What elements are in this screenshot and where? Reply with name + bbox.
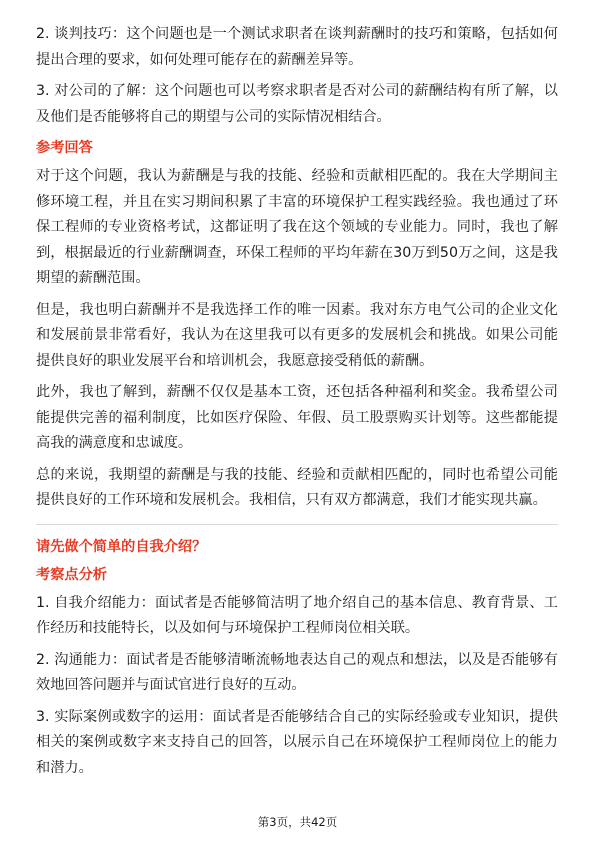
answer-paragraph: 此外，我也了解到，薪酬不仅仅是基本工资，还包括各种福利和奖金。我希望公司能提供完善的福利制度，比如医疗保险、年假、员工股票购买计划等。这些都能提高我的满意度和忠诚度。: [36, 384, 558, 451]
reference-answer-heading: 参考回答: [36, 140, 93, 156]
answer-paragraph: 但是，我也明白薪酬并不是我选择工作的唯一因素。我对东方电气公司的企业文化和发展前景非常看好，我认为在这里我可以有更多的发展机会和挑战。如果公司能提供良好的职业发展平台和培训机会，我愿意接受稍低的薪酬。: [36, 301, 558, 369]
paragraph-company-knowledge: 3. 对公司的了解：这个问题也可以考察求职者是否对公司的薪酬结构有所了解，以及他们是否能够将自己的期望与公司的实际情况相结合。: [36, 83, 558, 125]
section-divider: [36, 524, 558, 525]
answer-paragraph: 对于这个问题，我认为薪酬是与我的技能、经验和贡献相匹配的。我在大学期间主修环境工程，并且在实习期间积累了丰富的环境保护工程实践经验。我也通过了环保工程师的专业资格考试，这都证明了我在这个领域的专业能力。同时，我也了解到，根据最近的行业薪酬调查，环保工程师的平均年薪在30万到50万之间，这是我期望的薪酬范围。: [36, 168, 558, 286]
paragraph-negotiation-skill: 2. 谈判技巧：这个问题也是一个测试求职者在谈判薪酬时的技巧和策略，包括如何提出合理的要求，如何处理可能存在的薪酬差异等。: [36, 26, 558, 68]
analysis-paragraph: 3. 实际案例或数字的运用：面试者是否能够结合自己的实际经验或专业知识，提供相关的案例或数字来支持自己的回答，以展示自己在环境保护工程师岗位上的能力和潜力。: [36, 708, 558, 776]
answer-paragraph: 总的来说，我期望的薪酬是与我的技能、经验和贡献相匹配的，同时也希望公司能提供良好的工作环境和发展机会。我相信，只有双方都满意，我们才能实现共赢。: [36, 466, 558, 508]
page-number-footer: 第3页，共42页: [257, 815, 338, 829]
analysis-paragraph: 1. 自我介绍能力：面试者是否能够简洁明了地介绍自己的基本信息、教育背景、工作经历和技能特长，以及如何与环境保护工程师岗位相关联。: [36, 594, 558, 636]
analysis-paragraph: 2. 沟通能力：面试者是否能够清晰流畅地表达自己的观点和想法，以及是否能够有效地回答问题并与面试官进行良好的互动。: [36, 651, 558, 693]
question-heading: 请先做个简单的自我介绍？: [36, 538, 207, 555]
analysis-heading: 考察点分析: [36, 566, 107, 583]
page-content: [36, 22, 558, 787]
